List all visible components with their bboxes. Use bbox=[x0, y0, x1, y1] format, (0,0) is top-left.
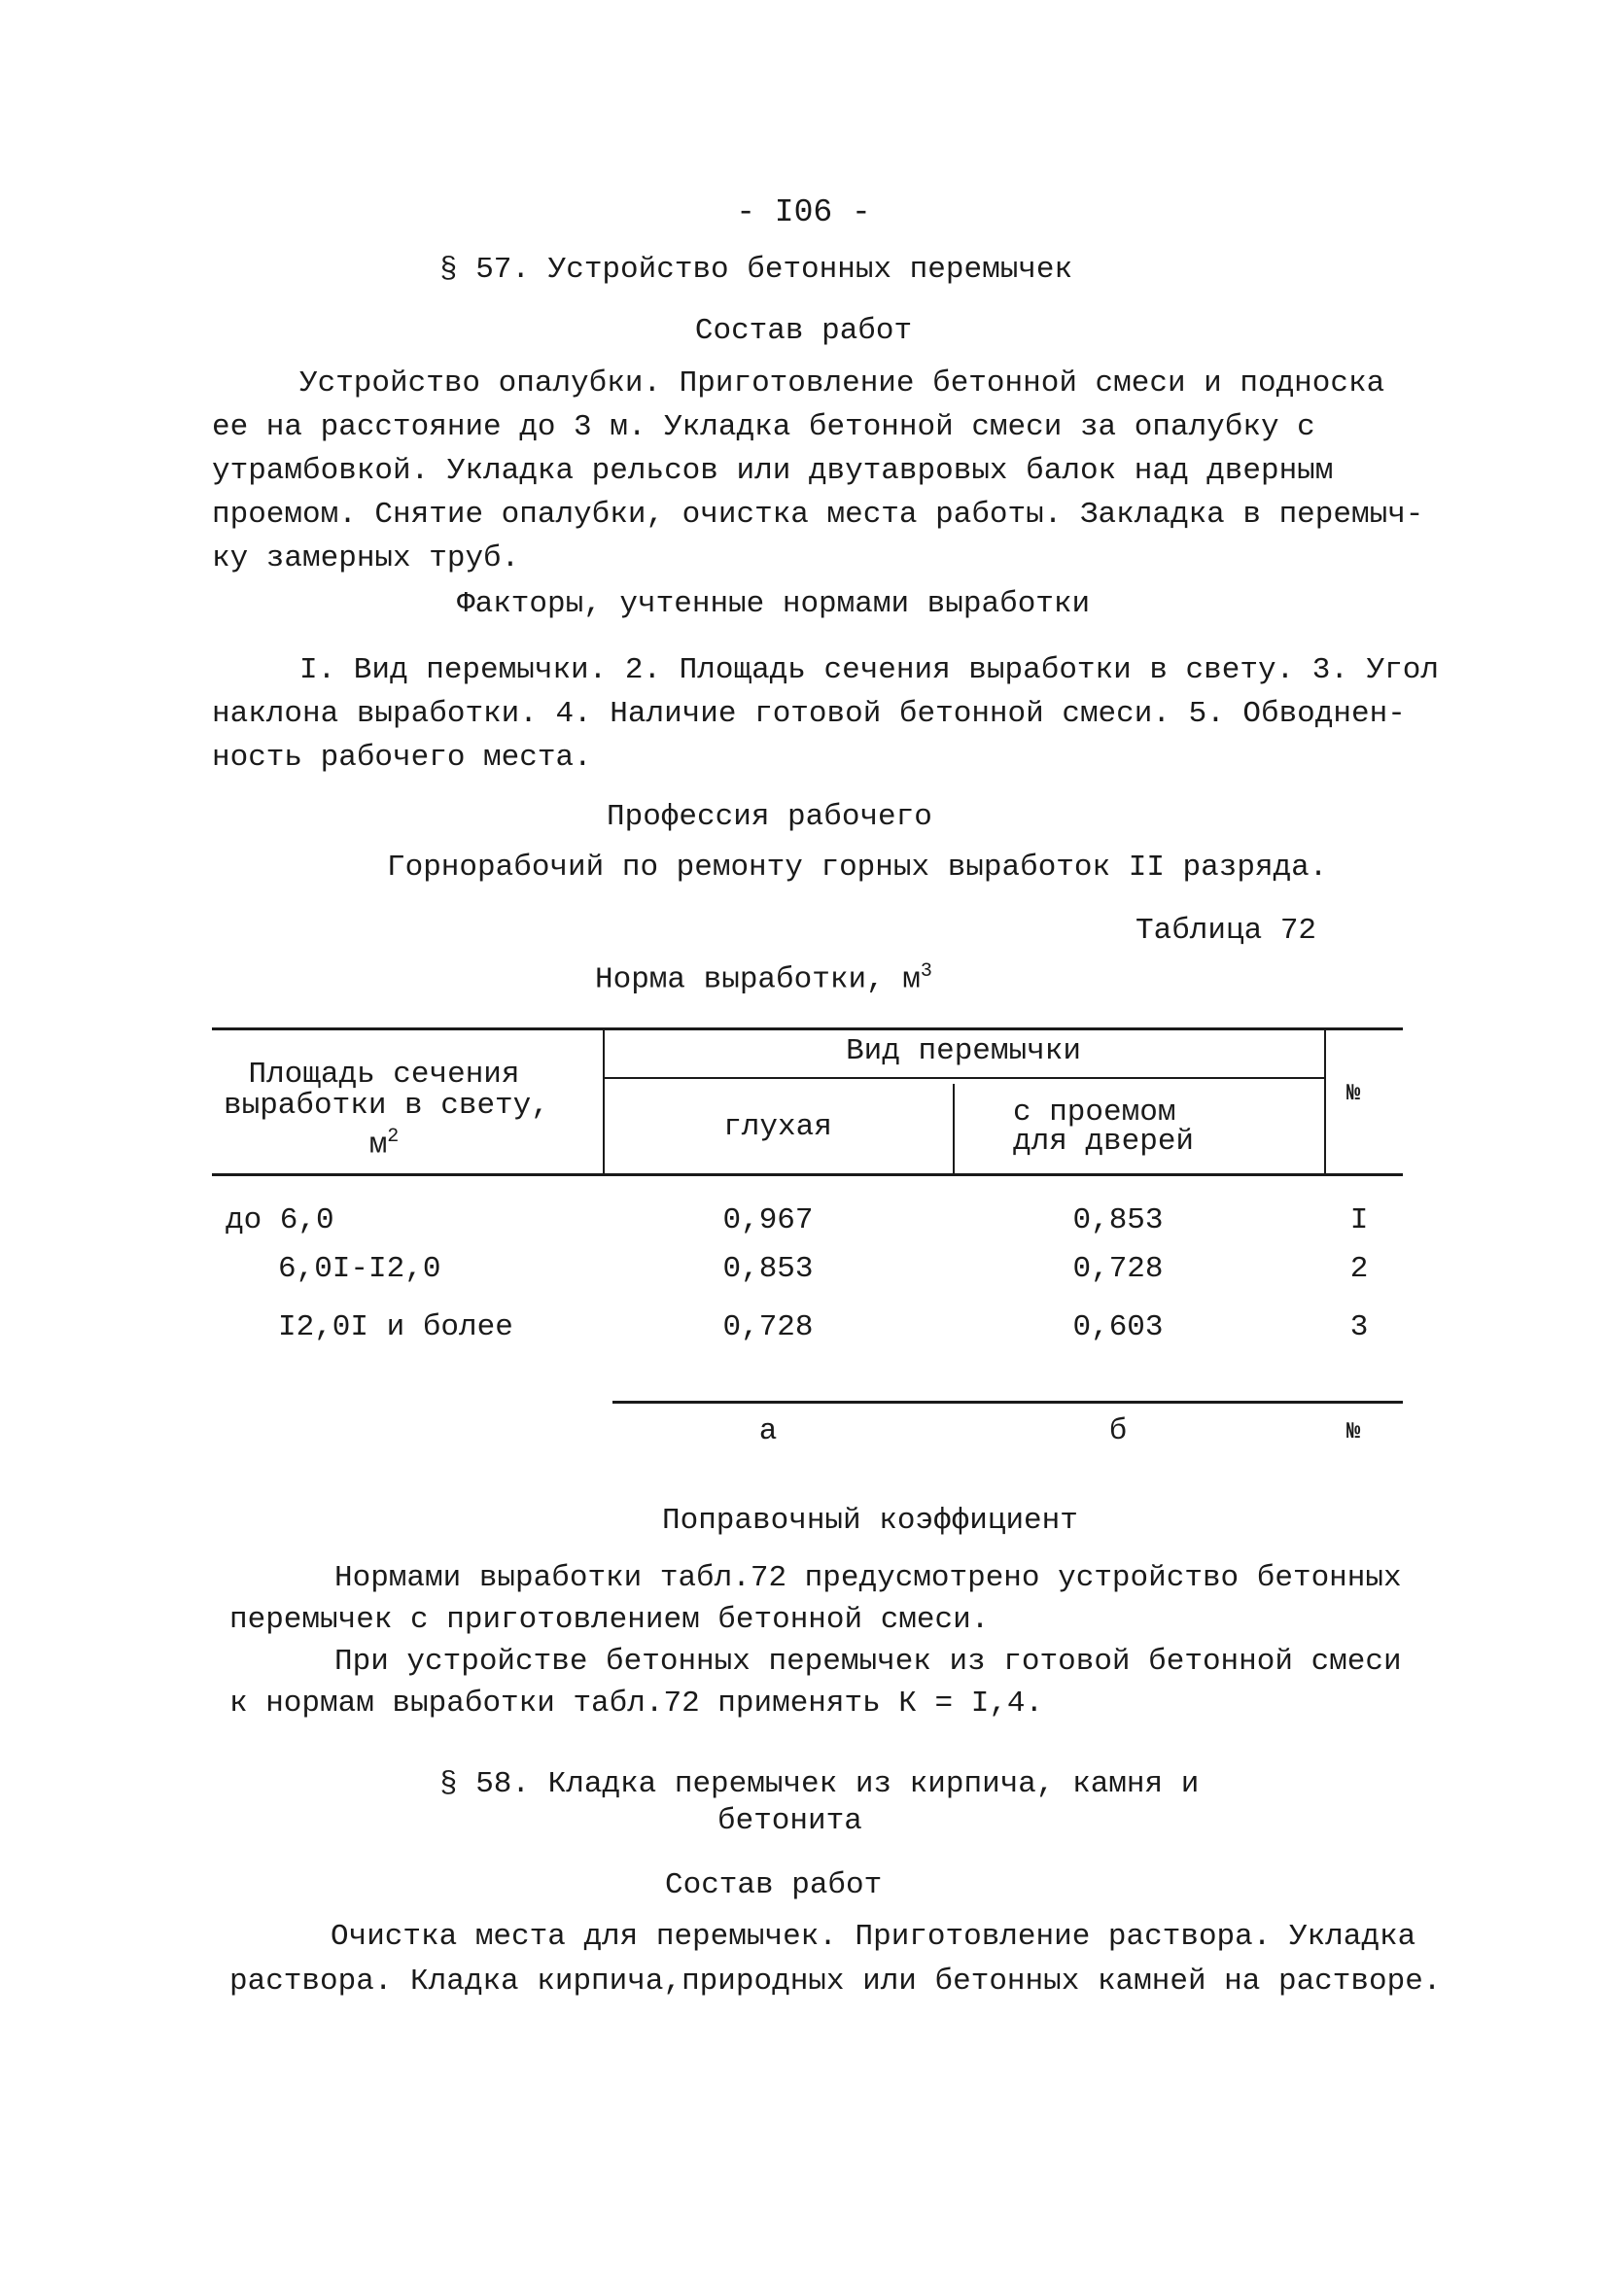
composition-line: ее на расстояние до 3 м. Укладка бетонной смеси за опалубку с bbox=[212, 410, 1315, 444]
row-value-opening: 0,853 bbox=[1072, 1203, 1164, 1237]
footer-col-a: а bbox=[758, 1414, 778, 1448]
caption-superscript: 3 bbox=[920, 960, 932, 983]
row-number: 2 bbox=[1349, 1252, 1369, 1286]
row-number: 3 bbox=[1349, 1310, 1369, 1344]
header-divider-mid bbox=[953, 1084, 955, 1173]
composition-line: Устройство опалубки. Приготовление бетонной смеси и подноска bbox=[299, 366, 1385, 400]
row-value-opening: 0,603 bbox=[1072, 1310, 1164, 1344]
table-caption: Норма выработки, $м^3$ bbox=[595, 960, 932, 997]
row-number: I bbox=[1349, 1203, 1369, 1237]
header-area: Площадь сечения выработки в свету, $м^2$ bbox=[224, 1058, 549, 1163]
section-58-composition-line: раствора. Кладка кирпича,природных или бетонных камней на растворе. bbox=[229, 1965, 1442, 1999]
section-58-title: § 58. Кладка перемычек из кирпича, камня и bbox=[439, 1767, 1200, 1801]
footer-number: № bbox=[1346, 1419, 1361, 1445]
page-number: - I06 - bbox=[736, 194, 871, 230]
section-58-composition-heading: Состав работ bbox=[665, 1868, 883, 1902]
row-value-solid: 0,967 bbox=[722, 1203, 814, 1237]
row-value-solid: 0,728 bbox=[722, 1310, 814, 1344]
table-footer-rule bbox=[612, 1401, 1403, 1404]
row-area: 6,0I-I2,0 bbox=[278, 1252, 441, 1286]
row-value-opening: 0,728 bbox=[1072, 1252, 1164, 1286]
section-57-title: § 57. Устройство бетонных перемычек bbox=[439, 253, 1073, 287]
section-58-title-continued: бетонита bbox=[717, 1804, 862, 1838]
factors-heading: Факторы, учтенные нормами выработки bbox=[457, 587, 1091, 621]
composition-line: утрамбовкой. Укладка рельсов или двутавровых балок над дверным bbox=[212, 454, 1334, 488]
correction-line: Нормами выработки табл.72 предусмотрено устройство бетонных bbox=[334, 1561, 1402, 1595]
header-solid: глухая bbox=[723, 1110, 832, 1144]
row-value-solid: 0,853 bbox=[722, 1252, 814, 1286]
header-with-opening: с проемом для дверей bbox=[1013, 1096, 1195, 1159]
row-area: до 6,0 bbox=[226, 1203, 334, 1237]
correction-paragraph bbox=[229, 1557, 1425, 1724]
correction-line: При устройстве бетонных перемычек из готовой бетонной смеси bbox=[334, 1645, 1402, 1679]
header-lintel-type: Вид перемычки bbox=[846, 1034, 1081, 1068]
composition-line: ку замерных труб. bbox=[212, 541, 520, 575]
group-header-rule bbox=[603, 1077, 1324, 1079]
correction-line: к нормам выработки табл.72 применять К = I,4. bbox=[229, 1687, 1044, 1721]
profession-heading: Профессия рабочего bbox=[607, 800, 932, 834]
header-number: № bbox=[1346, 1081, 1361, 1107]
profession-text: Горнорабочий по ремонту горных выработок II разряда. bbox=[387, 851, 1328, 885]
composition-paragraph bbox=[212, 362, 1424, 580]
table-label: Таблица 72 bbox=[1135, 914, 1317, 948]
footer-col-b: б bbox=[1108, 1414, 1128, 1448]
row-area: I2,0I и более bbox=[278, 1310, 513, 1344]
section-58-composition-line: Очистка места для перемычек. Приготовление раствора. Укладка bbox=[331, 1920, 1416, 1954]
section-58-composition-paragraph bbox=[229, 1915, 1442, 2004]
table-top-rule bbox=[212, 1027, 1403, 1030]
header-bottom-rule bbox=[212, 1173, 1403, 1176]
factors-line: I. Вид перемычки. 2. Площадь сечения выработки в свету. 3. Угол bbox=[299, 653, 1439, 687]
factors-line: ность рабочего места. bbox=[212, 741, 592, 775]
composition-heading: Состав работ bbox=[694, 314, 913, 348]
factors-line: наклона выработки. 4. Наличие готовой бетонной смеси. 5. Обводнен- bbox=[212, 697, 1406, 731]
factors-paragraph bbox=[212, 648, 1439, 780]
correction-line: перемычек с приготовлением бетонной смеси. bbox=[229, 1603, 990, 1637]
header-divider-right bbox=[1324, 1030, 1326, 1173]
composition-line: проемом. Снятие опалубки, очистка места работы. Закладка в перемыч- bbox=[212, 498, 1424, 532]
correction-heading: Поправочный коэффициент bbox=[662, 1504, 1078, 1538]
